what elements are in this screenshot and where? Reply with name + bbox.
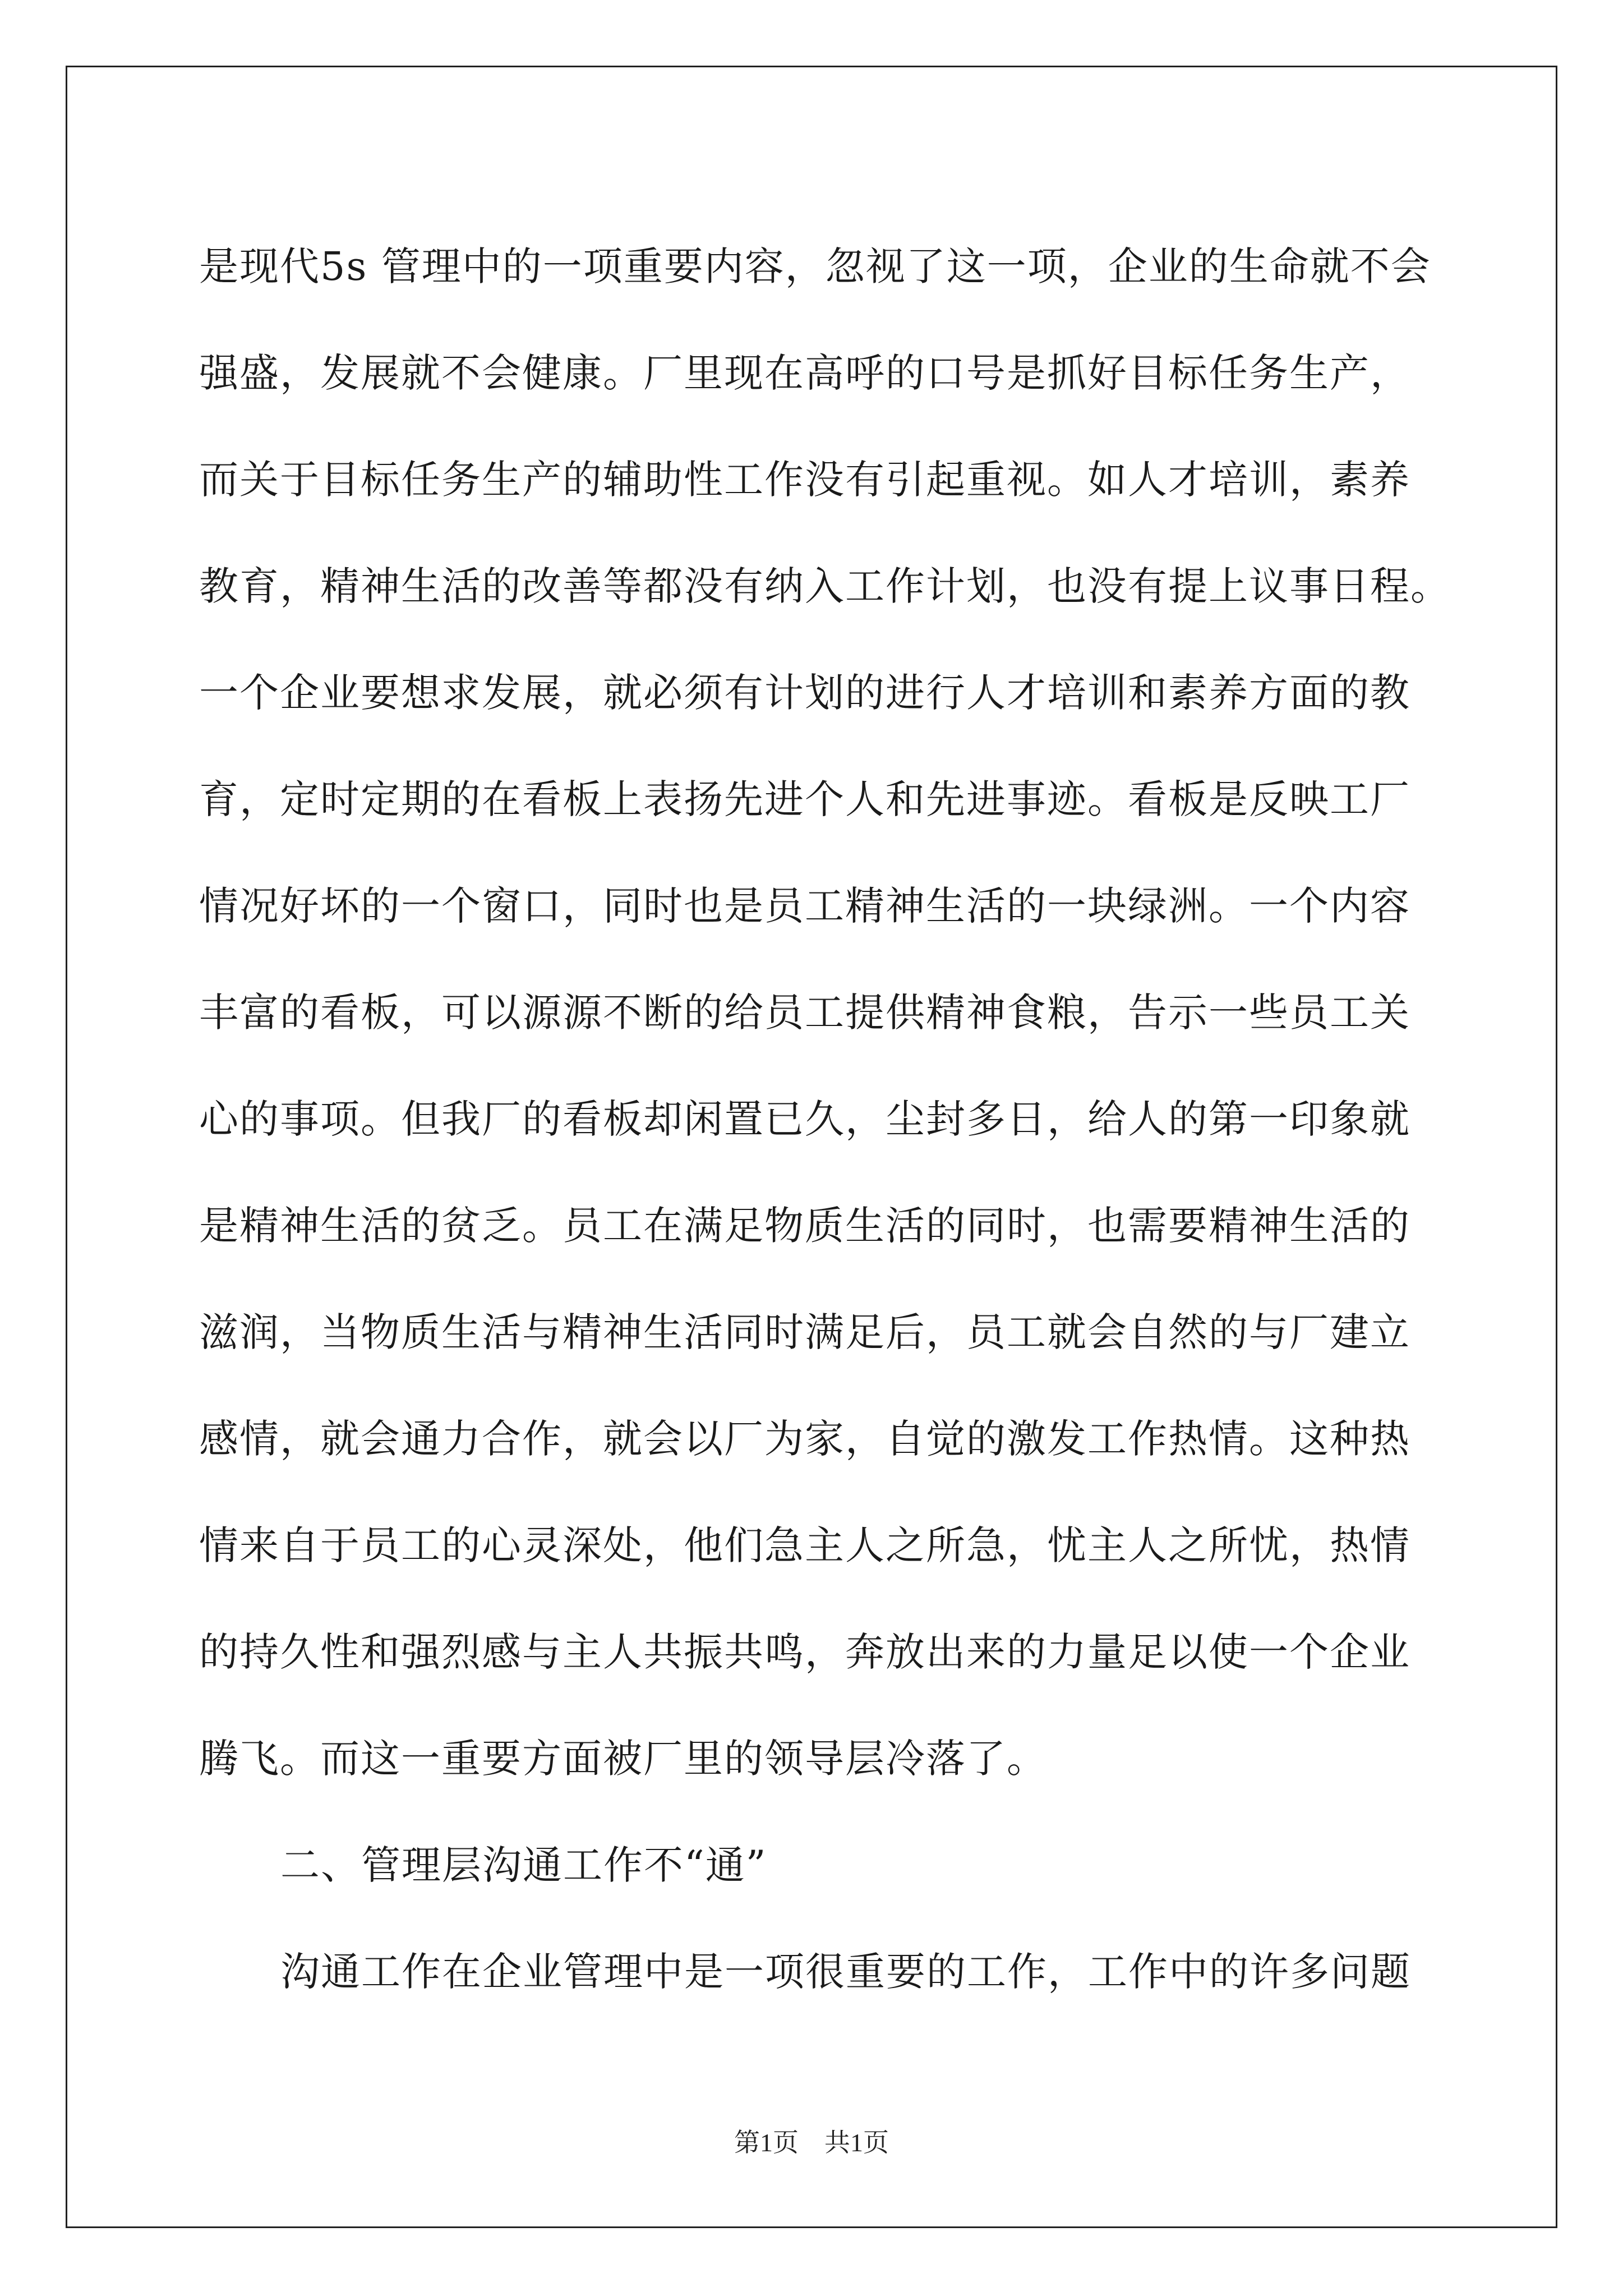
- paragraph-line: 的持久性和强烈感与主人共振共鸣，奔放出来的力量足以使一个企业: [199, 1629, 1410, 1675]
- paragraph-line: 感情，就会通力合作，就会以厂为家，自觉的激发工作热情。这种热: [199, 1416, 1410, 1462]
- paragraph-line: 腾飞。而这一重要方面被厂里的领导层冷落了。: [199, 1736, 1047, 1782]
- paragraph-line: 滋润，当物质生活与精神生活同时满足后，员工就会自然的与厂建立: [199, 1309, 1410, 1355]
- paragraph-line: 情来自于员工的心灵深处，他们急主人之所急，忧主人之所忧，热情: [199, 1522, 1410, 1568]
- paragraph-line: 是现代5s 管理中的一项重要内容，忽视了这一项，企业的生命就不会: [199, 243, 1431, 289]
- document-body: [199, 213, 1451, 2025]
- page-footer: 第1页 共1页: [734, 2128, 889, 2157]
- paragraph-line: 教育，精神生活的改善等都没有纳入工作计划，也没有提上议事日程。: [199, 563, 1451, 609]
- paragraph-line: 强盛，发展就不会健康。厂里现在高呼的口号是抓好目标任务生产，: [199, 350, 1410, 396]
- paragraph-line: 是精神生活的贫乏。员工在满足物质生活的同时，也需要精神生活的: [199, 1203, 1410, 1249]
- paragraph-line: 心的事项。但我厂的看板却闲置已久，尘封多日，给人的第一印象就: [199, 1096, 1410, 1142]
- paragraph-line: 丰富的看板，可以源源不断的给员工提供精神食粮，告示一些员工关: [199, 990, 1410, 1036]
- paragraph-line: 而关于目标任务生产的辅助性工作没有引起重视。如人才培训，素养: [199, 457, 1410, 503]
- paragraph-line: 沟通工作在企业管理中是一项很重要的工作，工作中的许多问题: [280, 1949, 1411, 1995]
- section-heading: 二、管理层沟通工作不“通”: [280, 1842, 767, 1888]
- paragraph-line: 情况好坏的一个窗口，同时也是员工精神生活的一块绿洲。一个内容: [199, 883, 1410, 929]
- paragraph-line: 育，定时定期的在看板上表扬先进个人和先进事迹。看板是反映工厂: [199, 776, 1410, 822]
- paragraph-line: 一个企业要想求发展，就必须有计划的进行人才培训和素养方面的教: [199, 670, 1410, 716]
